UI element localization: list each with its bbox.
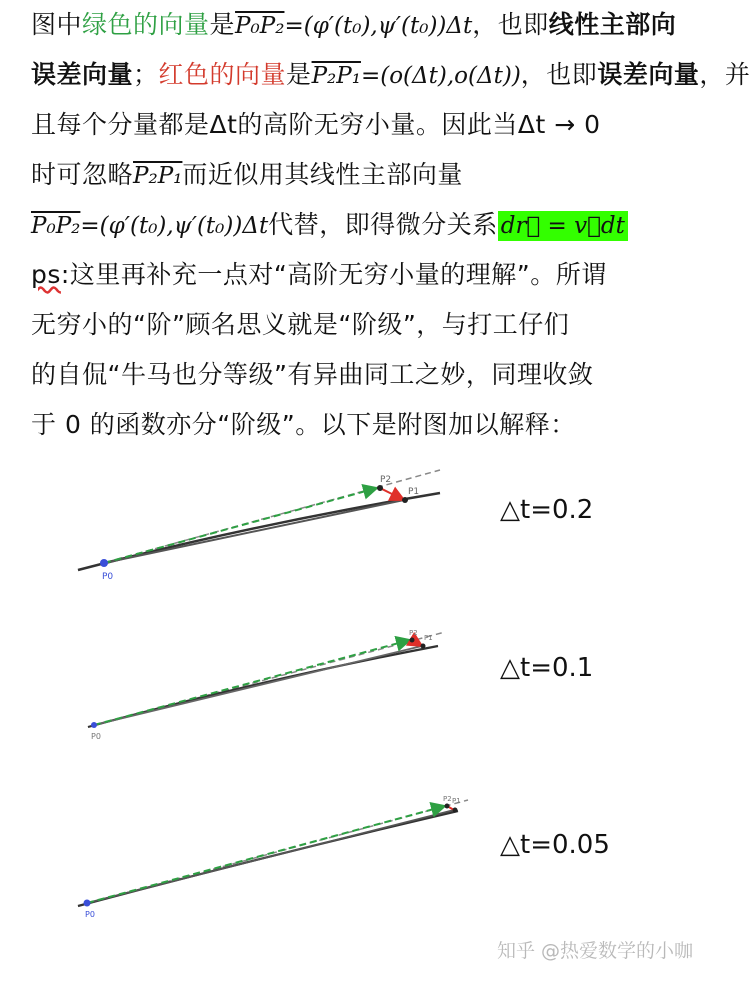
green-vector xyxy=(94,640,410,725)
label-p1: P1 xyxy=(452,797,461,805)
text-fragment: 而近似用其线性主部向量 xyxy=(182,160,463,189)
dt-label-0.2: △t=0.2 xyxy=(500,495,594,525)
label-p2: P2 xyxy=(380,475,392,485)
line-3: 且每个分量都是Δt的高阶无穷小量。因此当Δt → 0 xyxy=(31,110,601,139)
figure-dt-0.1 xyxy=(88,629,445,741)
figure-dt-0.05 xyxy=(78,795,468,919)
dt-label-0.05: △t=0.05 xyxy=(500,830,610,860)
formula-linear-part: =(φ′(t₀),ψ′(t₀))Δt xyxy=(284,13,473,39)
label-p2: P2 xyxy=(409,629,418,637)
text-fragment: 代替，即得微分关系 xyxy=(268,210,498,239)
label-p1: P1 xyxy=(408,487,420,497)
text-fragment: :这里再补充一点对“高阶无穷小量的理解”。所谓 xyxy=(60,260,607,289)
secant-line xyxy=(94,646,422,725)
label-p0: P0 xyxy=(102,572,114,582)
vector-p2p1: P₂P₁ xyxy=(133,163,183,189)
point-p2 xyxy=(445,804,450,809)
text-fragment: 是 xyxy=(286,60,312,89)
label-p1: P1 xyxy=(424,634,433,642)
line-7: 无穷小的“阶”顾名思义就是“阶级”，与打工仔们 xyxy=(31,310,570,339)
point-p2 xyxy=(377,485,383,491)
formula-error: =(o(Δt),o(Δt)) xyxy=(360,63,521,89)
point-p0 xyxy=(84,900,91,907)
vector-p0p2: P₀P₂ xyxy=(235,13,285,39)
line-8: 的自侃“牛马也分等级”有异曲同工之妙，同理收敛 xyxy=(31,360,594,389)
label-p0: P0 xyxy=(91,732,101,741)
red-vector-term: 红色的向量 xyxy=(158,60,287,89)
point-p0 xyxy=(91,722,97,728)
curve xyxy=(88,646,438,727)
formula-linear-part: =(φ′(t₀),ψ′(t₀))Δt xyxy=(80,213,269,239)
dt-label-0.1: △t=0.1 xyxy=(500,653,594,683)
green-vector xyxy=(104,488,377,563)
text-fragment: ，也即 xyxy=(472,10,549,39)
bold-term-linear-part: 线性主部向 xyxy=(548,10,677,39)
point-p2 xyxy=(410,638,415,643)
secant-line xyxy=(104,500,404,563)
text-fragment: 是 xyxy=(209,10,236,39)
text-fragment: 图中 xyxy=(31,10,83,39)
ps-marker: ps xyxy=(31,260,61,289)
red-vector xyxy=(380,488,404,500)
point-p1 xyxy=(453,808,458,813)
bold-term-linear-part-end: 误差向量 xyxy=(31,60,134,89)
label-p2: P2 xyxy=(443,795,452,803)
figure-dt-0.2 xyxy=(78,470,440,582)
highlighted-differential-relation: dr⃗ = v⃗dt xyxy=(498,211,628,241)
point-p1 xyxy=(402,497,408,503)
label-p0: P0 xyxy=(85,910,95,919)
text-fragment: ； xyxy=(133,60,159,89)
point-p1 xyxy=(421,644,426,649)
vector-p2p1: P₂P₁ xyxy=(311,63,361,89)
green-vector-term: 绿色的向量 xyxy=(82,10,210,39)
line-9: 于 0 的函数亦分“阶级”。以下是附图加以解释： xyxy=(31,410,576,439)
vector-p0p2: P₀P₂ xyxy=(31,213,81,239)
text-fragment: ，并 xyxy=(699,60,750,89)
point-p0 xyxy=(100,559,108,567)
text-fragment: 时可忽略 xyxy=(31,160,134,189)
watermark: 知乎 @热爱数学的小咖 xyxy=(497,940,694,962)
bold-term-error-vector: 误差向量 xyxy=(597,60,700,89)
text-fragment: ，也即 xyxy=(520,60,598,89)
